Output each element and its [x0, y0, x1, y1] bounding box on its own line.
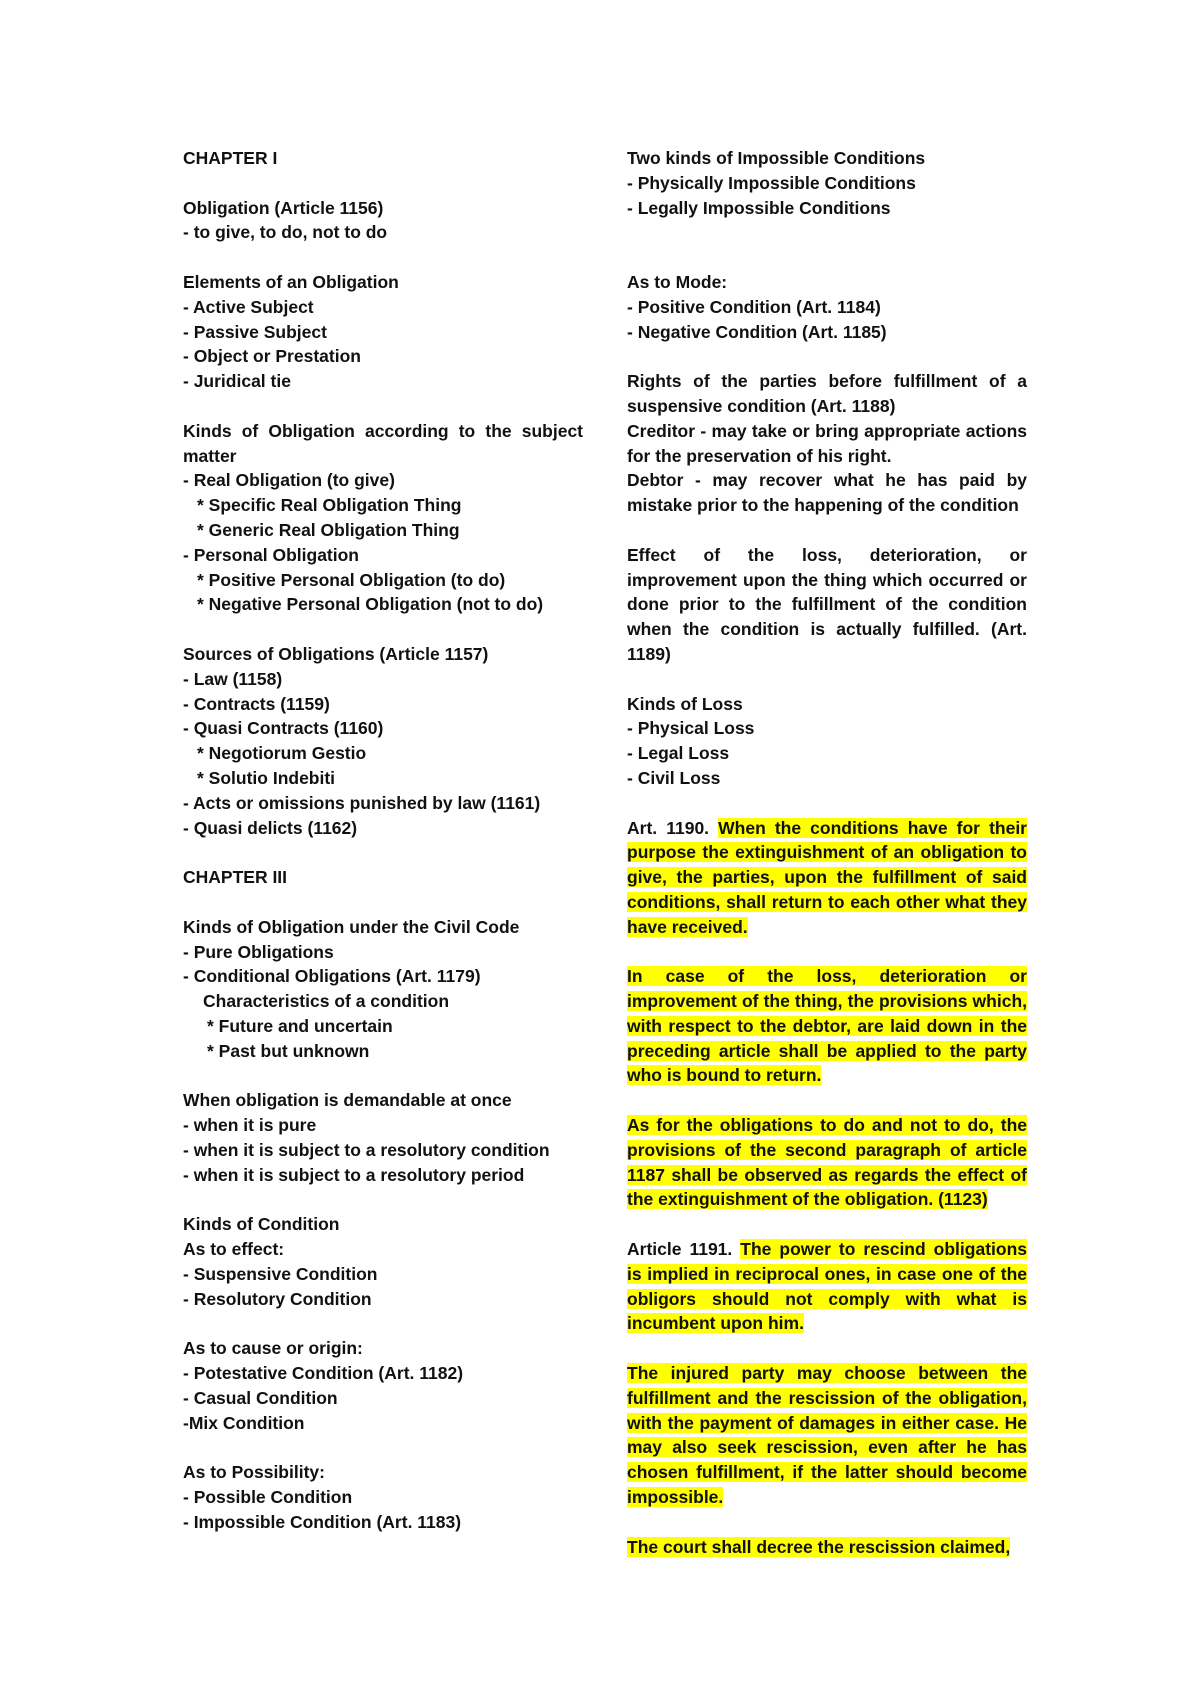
list-item: - when it is subject to a resolutory condition — [183, 1139, 550, 1160]
section-heading: matter — [183, 445, 237, 466]
list-item: - Passive Subject — [183, 321, 327, 342]
list-item: * Future and uncertain — [207, 1015, 393, 1036]
section-heading: As to cause or origin: — [183, 1338, 363, 1359]
list-item: - Negative Condition (Art. 1185) — [627, 321, 887, 342]
list-item: - Contracts (1159) — [183, 693, 330, 714]
list-item: - when it is pure — [183, 1115, 317, 1136]
section-heading: Obligation (Article 1156) — [183, 197, 384, 218]
section-heading: Kinds of Obligation according to the subject — [183, 420, 583, 441]
chapter-heading: CHAPTER III — [183, 867, 288, 888]
section-heading: When obligation is demandable at once — [183, 1090, 512, 1111]
paragraph-line: Debtor - may recover what he has paid by — [627, 470, 1027, 491]
list-item: - Possible Condition — [183, 1487, 353, 1508]
article-label: Article 1191. — [627, 1239, 733, 1260]
list-item: - Civil Loss — [627, 767, 721, 788]
article-1190 — [627, 816, 1027, 1213]
list-item: - Juridical tie — [183, 371, 291, 392]
paragraph-line: for the preservation of his right. — [627, 445, 892, 466]
list-item: - Conditional Obligations (Art. 1179) — [183, 966, 481, 987]
list-item: Characteristics of a condition — [203, 991, 450, 1012]
section-heading: As to Possibility: — [183, 1462, 325, 1483]
paragraph-line: Effect of the loss, deterioration, or — [627, 544, 1027, 565]
article-1191 — [627, 1237, 1027, 1559]
list-item: - Legally Impossible Conditions — [627, 197, 891, 218]
list-item: - to give, to do, not to do — [183, 222, 388, 243]
list-item: - Positive Condition (Art. 1184) — [627, 296, 881, 317]
section-heading: Rights of the parties before fulfillment of a — [627, 371, 1027, 392]
list-item: - Resolutory Condition — [183, 1288, 372, 1309]
section-heading: Kinds of Condition — [183, 1214, 340, 1235]
list-item: - Pure Obligations — [183, 941, 334, 962]
paragraph-line: mistake prior to the happening of the condition — [627, 495, 1019, 516]
list-item: - Active Subject — [183, 296, 314, 317]
list-item: - Quasi Contracts (1160) — [183, 718, 384, 739]
list-item: - Legal Loss — [627, 743, 730, 764]
list-item: - Real Obligation (to give) — [183, 470, 395, 491]
list-item: * Solutio Indebiti — [197, 767, 336, 788]
list-item: - Acts or omissions punished by law (1161) — [183, 792, 541, 813]
highlighted-text: The court shall decree the rescission claimed, — [627, 1536, 1011, 1557]
paragraph-line: when the condition is actually fulfilled. (Art. — [627, 619, 1027, 640]
section-heading: Kinds of Loss — [627, 693, 743, 714]
section-heading: As to effect: — [183, 1239, 285, 1260]
list-item: - Quasi delicts (1162) — [183, 817, 358, 838]
list-item: * Past but unknown — [207, 1040, 370, 1061]
chapter-heading: CHAPTER I — [183, 148, 278, 168]
list-item: * Specific Real Obligation Thing — [197, 495, 462, 516]
paragraph-line: done prior to the fulfillment of the condition — [627, 594, 1027, 615]
list-item: * Negative Personal Obligation (not to do) — [197, 594, 544, 615]
paragraph-line: 1189) — [627, 643, 671, 664]
left-column — [183, 146, 583, 1535]
highlighted-text: The injured party may choose between the fulfillment and the rescission of the obligation, with the payment of damages in either case. He may also seek rescission, even after he has chosen fulfillment, if the latter should become impossible. — [627, 1363, 1027, 1508]
article-label: Art. 1190. — [627, 817, 710, 838]
right-column — [627, 146, 1027, 1559]
list-item: - Physical Loss — [627, 718, 755, 739]
section-heading: As to Mode: — [627, 271, 728, 292]
highlighted-text: As for the obligations to do and not to do, the provisions of the second paragraph of article 1187 shall be observed as regards the effect of the extinguishment of the obligation. (1123) — [627, 1115, 1027, 1210]
list-item: - when it is subject to a resolutory period — [183, 1164, 525, 1185]
highlighted-text: When the conditions have for their purpose the extinguishment of an obligation to give, the parties, upon the fulfillment of said conditions, shall return to each other what they have received. — [627, 817, 1027, 937]
highlighted-text: In case of the loss, deterioration or improvement of the thing, the provisions which, with respect to the debtor, are laid down in the preceding article shall be applied to the party who is bound to return. — [627, 966, 1027, 1086]
list-item: - Suspensive Condition — [183, 1263, 378, 1284]
list-item: * Generic Real Obligation Thing — [197, 519, 460, 540]
list-item: - Physically Impossible Conditions — [627, 172, 916, 193]
list-item: - Impossible Condition (Art. 1183) — [183, 1511, 462, 1532]
list-item: - Law (1158) — [183, 668, 283, 689]
section-heading: Kinds of Obligation under the Civil Code — [183, 916, 520, 937]
section-heading: suspensive condition (Art. 1188) — [627, 395, 896, 416]
section-heading: Sources of Obligations (Article 1157) — [183, 643, 489, 664]
list-item: - Personal Obligation — [183, 544, 359, 565]
highlighted-text: The power to rescind obligations is implied in reciprocal ones, in case one of the obligors should not comply with what is incumbent upon him. — [627, 1239, 1027, 1334]
list-item: - Casual Condition — [183, 1387, 338, 1408]
paragraph-line: improvement upon the thing which occurred or — [627, 569, 1027, 590]
list-item: - Object or Prestation — [183, 346, 361, 367]
section-heading: Two kinds of Impossible Conditions — [627, 148, 926, 168]
list-item: -Mix Condition — [183, 1412, 305, 1433]
list-item: - Potestative Condition (Art. 1182) — [183, 1363, 464, 1384]
paragraph-line: Creditor - may take or bring appropriate actions — [627, 420, 1027, 441]
list-item: * Negotiorum Gestio — [197, 743, 367, 764]
section-heading: Elements of an Obligation — [183, 271, 399, 292]
list-item: * Positive Personal Obligation (to do) — [197, 569, 506, 590]
